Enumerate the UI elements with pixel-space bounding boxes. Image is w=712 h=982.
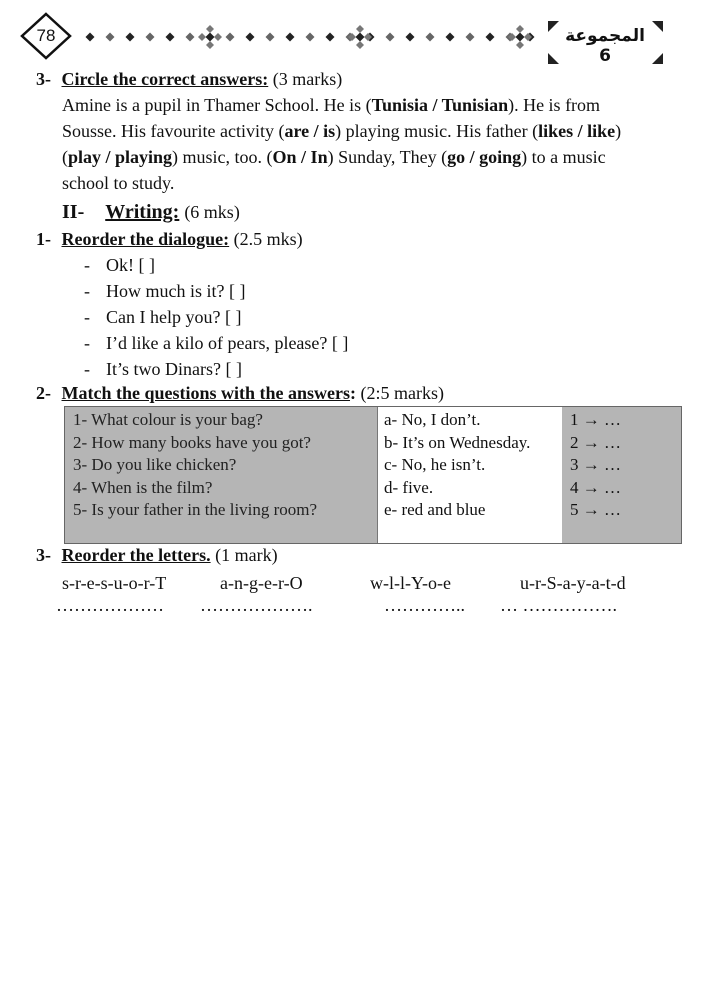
paragraph-text: school to study.: [62, 173, 175, 193]
answer-choice: Tunisia / Tunisian: [371, 95, 509, 115]
scrambled-word: s-r-e-s-u-o-r-T: [62, 573, 167, 593]
dialogue-item: [84, 330, 348, 356]
paragraph-line: [62, 170, 621, 196]
decorative-diamond-border-icon: [80, 22, 540, 52]
match-title: Match the questions with the answers: [61, 383, 351, 403]
question-cell: 5- Is your father in the living room?: [73, 500, 318, 519]
question-cell: 2- How many books have you got?: [73, 432, 311, 452]
corner-mark-bottom-left-icon: [548, 52, 560, 70]
circle-section-heading: [36, 66, 342, 92]
paragraph-text: ) to a music: [521, 147, 606, 167]
bullet-dash-icon: -: [84, 359, 90, 379]
dialogue-line: It’s two Dinars? [ ]: [106, 359, 242, 379]
paragraph-line: [62, 118, 621, 144]
section-marks: (3 marks): [272, 69, 343, 89]
section-number: 3-: [36, 69, 51, 89]
dialogue-heading: [36, 226, 303, 252]
answer-slot[interactable]: 1 → …: [570, 410, 621, 429]
answer-blank[interactable]: ………………: [56, 595, 164, 615]
corner-mark-top-right-icon: [652, 20, 664, 38]
letters-title: Reorder the letters.: [61, 545, 211, 565]
dialogue-item: [84, 252, 348, 278]
paragraph-text: ) Sunday, They (: [327, 147, 448, 167]
bullet-dash-icon: -: [84, 281, 90, 301]
answer-slot[interactable]: 5 → …: [570, 500, 621, 519]
letters-row: [0, 570, 712, 620]
dialogue-title: Reorder the dialogue:: [61, 229, 230, 249]
page-number: 78: [36, 26, 56, 45]
answer-slot[interactable]: 4 → …: [570, 477, 621, 497]
dialogue-marks: (2.5 mks): [233, 229, 303, 249]
writing-number: II-: [62, 201, 85, 223]
answer-blank[interactable]: … …………….: [500, 595, 617, 615]
dialogue-list: [84, 252, 348, 382]
answer-cell: a- No, I don’t.: [384, 410, 481, 429]
corner-mark-top-left-icon: [548, 20, 560, 38]
paragraph-text: ) music, too. (: [172, 147, 273, 167]
paragraph-text: ): [615, 121, 622, 141]
paragraph-line: [62, 144, 621, 170]
section-title: Circle the correct answers:: [61, 69, 269, 89]
match-heading: [36, 380, 444, 406]
answer-cell: d- five.: [384, 477, 434, 497]
match-table: [64, 406, 682, 544]
paragraph-text: Amine is a pupil in Thamer School. He is (: [62, 95, 372, 115]
answer-blank[interactable]: ……………….: [200, 595, 313, 615]
question-cell: 1- What colour is your bag?: [73, 410, 263, 429]
answer-slots-column: [562, 407, 681, 543]
question-cell: 4- When is the film?: [73, 477, 213, 497]
scrambled-word: w-l-l-Y-o-e: [370, 573, 451, 593]
writing-heading: [62, 198, 240, 226]
writing-title: Writing:: [105, 201, 180, 223]
answer-slot[interactable]: 2 → …: [570, 432, 621, 452]
bullet-dash-icon: -: [84, 307, 90, 327]
answer-choice: likes / like: [538, 121, 616, 141]
bullet-dash-icon: -: [84, 333, 90, 353]
writing-marks: (6 mks): [184, 202, 240, 222]
dialogue-item: [84, 278, 348, 304]
paragraph-text: Sousse. His favourite activity (: [62, 121, 285, 141]
paragraph-text: ) playing music. His father (: [335, 121, 539, 141]
match-marks: (2:5 marks): [360, 383, 444, 403]
match-number: 2-: [36, 383, 51, 403]
answer-choice: go / going: [447, 147, 522, 167]
series-label: المجموعة 6: [565, 26, 645, 66]
letters-number: 3-: [36, 545, 51, 565]
question-cell: 3- Do you like chicken?: [73, 455, 237, 474]
dialogue-item: [84, 356, 348, 382]
dialogue-number: 1-: [36, 229, 51, 249]
paragraph-line: [62, 92, 621, 118]
answers-column: [377, 407, 563, 543]
paragraph-text: (: [62, 147, 68, 167]
paragraph-text: ). He is from: [508, 95, 601, 115]
circle-paragraph: [62, 92, 621, 196]
corner-mark-bottom-right-icon: [652, 52, 664, 70]
answer-cell: c- No, he isn’t.: [384, 455, 486, 474]
scrambled-word: u-r-S-a-y-a-t-d: [520, 573, 626, 593]
answer-slot[interactable]: 3 → …: [570, 455, 621, 474]
answer-cell: b- It’s on Wednesday.: [384, 432, 531, 452]
answer-blank[interactable]: …………..: [384, 595, 465, 615]
bullet-dash-icon: -: [84, 255, 90, 275]
answer-cell: e- red and blue: [384, 500, 486, 519]
answer-choice: are / is: [284, 121, 336, 141]
scrambled-word: a-n-g-e-r-O: [220, 573, 303, 593]
questions-column: [65, 407, 377, 543]
answer-choice: On / In: [272, 147, 328, 167]
letters-heading: [36, 542, 278, 568]
dialogue-line: Ok! [ ]: [106, 255, 155, 275]
dialogue-item: [84, 304, 348, 330]
dialogue-line: Can I help you? [ ]: [106, 307, 242, 327]
page-header: [0, 0, 712, 70]
dialogue-line: I’d like a kilo of pears, please? [ ]: [106, 333, 349, 353]
dialogue-line: How much is it? [ ]: [106, 281, 246, 301]
answer-choice: play / playing: [68, 147, 173, 167]
letters-marks: (1 mark): [215, 545, 278, 565]
match-colon: :: [350, 383, 357, 403]
